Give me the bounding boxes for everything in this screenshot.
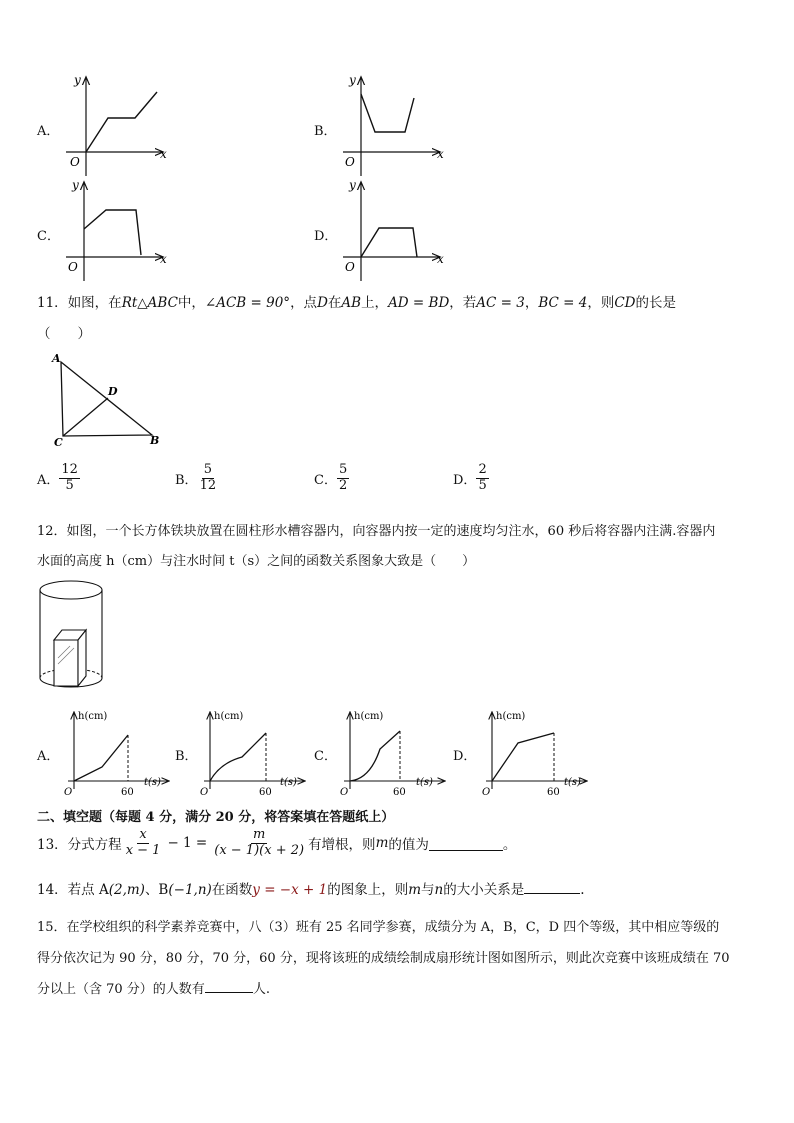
origin-label: O: [68, 260, 78, 274]
q15-line-1: 15．在学校组织的科学素养竞赛中，八（3）班有 25 名同学参赛，成绩分为 A，B，C，D 四个等级，其中相应等级的: [37, 920, 720, 935]
q12-option-d-letter: D．: [453, 749, 477, 764]
q13-stem: [37, 828, 516, 859]
q14-answer-blank[interactable]: [524, 881, 580, 894]
x-axis-label: x: [437, 147, 444, 161]
q15-line-3: [37, 978, 270, 997]
origin-label: O: [64, 787, 73, 798]
q11-ad-bd: AD = BD: [388, 295, 450, 311]
numerator: 5: [203, 462, 212, 477]
q11-cd: CD: [614, 295, 636, 311]
q11-angle: ∠ACB = 90°: [204, 295, 291, 311]
y-axis-label: h(cm): [78, 711, 108, 722]
q14-n: n: [434, 882, 444, 898]
segment-cd: [63, 398, 108, 436]
denominator: x − 1: [125, 842, 161, 858]
q11-text: 中，: [177, 295, 205, 311]
q11-segment-ab: AB: [341, 295, 362, 311]
origin-label: O: [200, 787, 209, 798]
x-axis-label: t(s): [144, 777, 161, 788]
q14-text: 、B: [144, 882, 169, 898]
q13-answer-blank[interactable]: [429, 836, 503, 851]
q11-text: ，点: [290, 295, 318, 311]
q14-point-b: (−1,n): [168, 882, 212, 898]
y-axis-label: h(cm): [214, 711, 244, 722]
q10-option-a-letter: A．: [37, 124, 60, 139]
origin-label: O: [482, 787, 491, 798]
q11-text: ，: [524, 295, 539, 311]
q11-text: 在: [327, 295, 342, 311]
tick-label: 60: [259, 787, 272, 798]
q12-graph-d: [478, 705, 598, 800]
option-letter: D．: [453, 472, 477, 488]
q10-option-d-letter: D．: [314, 229, 338, 244]
option-fraction: [198, 463, 219, 494]
q11-text: ，则: [587, 295, 615, 311]
q13-prefix: 13．分式方程: [37, 837, 122, 854]
q12-option-a-letter: A．: [37, 749, 60, 764]
graph-line: [361, 228, 417, 257]
q11-text: 如图，在: [67, 295, 122, 311]
graph-line: [492, 733, 554, 781]
origin-label: O: [70, 155, 80, 169]
q11-stem: [37, 291, 676, 311]
q13-text: 有增根，则: [308, 837, 376, 854]
q11-text: ，若: [449, 295, 477, 311]
graph-line: [361, 94, 414, 132]
q11-number: 11．: [37, 295, 68, 311]
x-axis-label: x: [160, 147, 167, 161]
graph-line: [74, 735, 128, 781]
q15-text: 分以上（含 70 分）的人数有: [37, 982, 205, 997]
q13-fraction-1: [124, 828, 163, 859]
label-d: D: [108, 385, 118, 398]
q11-answer-paren: （ ）: [37, 326, 91, 342]
q15-text: 人.: [252, 982, 270, 997]
denominator: 5: [478, 477, 487, 493]
q11-text: 的长是: [635, 295, 676, 311]
q12-cylinder-figure: [36, 578, 108, 696]
q10-option-b-letter: B．: [314, 124, 337, 139]
label-b: B: [150, 434, 160, 447]
q15-answer-blank[interactable]: [205, 980, 253, 993]
q11-option-c: [314, 463, 349, 494]
option-letter: A．: [37, 472, 60, 488]
q11-ac: AC = 3: [476, 295, 525, 311]
option-fraction: [476, 463, 488, 494]
numerator: m: [252, 827, 266, 842]
q14-text: 的大小关系是: [443, 882, 525, 898]
q10-option-c-letter: C．: [37, 229, 60, 244]
graph-line: [86, 92, 157, 152]
x-axis-label: x: [437, 252, 444, 266]
graph-line: [350, 731, 400, 781]
y-axis-label: y: [74, 73, 81, 87]
denominator: (x − 1)(x + 2): [214, 842, 305, 858]
q13-m: m: [375, 835, 389, 852]
q14-text: 的图象上，则: [327, 882, 409, 898]
block-side: [78, 630, 86, 686]
q12-stem-line-2: 水面的高度 h（cm）与注水时间 t（s）之间的函数关系图象大致是（ ）: [37, 554, 476, 569]
q12-stem-line-1: 12．如图，一个长方体铁块放置在圆柱形水槽容器内，向容器内按一定的速度均匀注水，60 秒后将容器内注满.容器内: [37, 524, 716, 539]
option-letter: B．: [175, 472, 198, 488]
origin-label: O: [345, 260, 355, 274]
q11-option-b: [175, 463, 218, 494]
graph-line: [84, 210, 141, 255]
tick-label: 60: [121, 787, 134, 798]
y-axis-label: y: [349, 73, 356, 87]
q12-graph-c: [336, 705, 456, 800]
q13-text: 的值为: [388, 837, 429, 854]
q10-graph-d: [337, 177, 447, 282]
q14-stem: [37, 878, 585, 898]
option-letter: C．: [314, 472, 337, 488]
q14-function: y = −x + 1: [252, 882, 328, 898]
q11-option-a: [37, 463, 80, 494]
q11-text: 上，: [361, 295, 389, 311]
q13-fraction-2: [212, 828, 306, 859]
cylinder-top: [40, 581, 102, 599]
denominator: 2: [338, 477, 348, 493]
q13-minus-one: − 1 =: [167, 835, 208, 852]
q14-prefix: 14．若点 A: [37, 882, 109, 898]
q12-option-c-letter: C．: [314, 749, 337, 764]
denominator: 12: [199, 477, 217, 493]
numerator: 12: [61, 462, 78, 477]
q11-triangle-figure: [48, 352, 168, 447]
x-axis-label: t(s): [416, 777, 433, 788]
option-fraction: [59, 463, 80, 494]
origin-label: O: [345, 155, 355, 169]
q12-graph-a: [60, 705, 180, 800]
option-fraction: [337, 463, 349, 494]
x-axis-label: x: [160, 252, 167, 266]
x-axis-label: t(s): [280, 777, 297, 788]
q10-graph-a: [60, 72, 170, 177]
label-a: A: [52, 352, 61, 365]
graph-line: [210, 733, 266, 781]
y-axis-label: y: [72, 178, 79, 192]
q12-option-b-letter: B．: [175, 749, 198, 764]
q14-m: m: [408, 882, 422, 898]
numerator: 5: [338, 462, 348, 477]
q14-point-a: (2,m): [108, 882, 145, 898]
q14-text: 与: [421, 882, 435, 898]
y-axis-label: h(cm): [496, 711, 526, 722]
q13-end: 。: [502, 837, 517, 854]
q11-bc: BC = 4: [538, 295, 588, 311]
tick-label: 60: [393, 787, 406, 798]
y-axis-label: h(cm): [354, 711, 384, 722]
q15-line-2: 得分依次记为 90 分，80 分，70 分，60 分，现将该班的成绩绘制成扇形统计图如图所示，则此次竞赛中该班成绩在 70: [37, 951, 730, 966]
section-2-heading: 二、填空题（每题 4 分，满分 20 分，将答案填在答题纸上）: [37, 810, 395, 825]
numerator: 2: [478, 462, 487, 477]
q14-text: 在函数: [211, 882, 253, 898]
numerator: x: [139, 827, 147, 842]
denominator: 5: [65, 477, 74, 493]
tick-label: 60: [547, 787, 560, 798]
y-axis-label: y: [349, 178, 356, 192]
q11-point-d: D: [317, 295, 328, 311]
q11-triangle: Rt△ABC: [121, 295, 178, 311]
block-front: [54, 640, 78, 686]
q10-graph-b: [337, 72, 447, 177]
x-axis-label: t(s): [564, 777, 581, 788]
q12-graph-b: [196, 705, 316, 800]
label-c: C: [54, 436, 63, 447]
origin-label: O: [340, 787, 349, 798]
q11-option-d: [453, 463, 489, 494]
q10-graph-c: [60, 177, 170, 282]
q14-end: .: [580, 882, 585, 898]
